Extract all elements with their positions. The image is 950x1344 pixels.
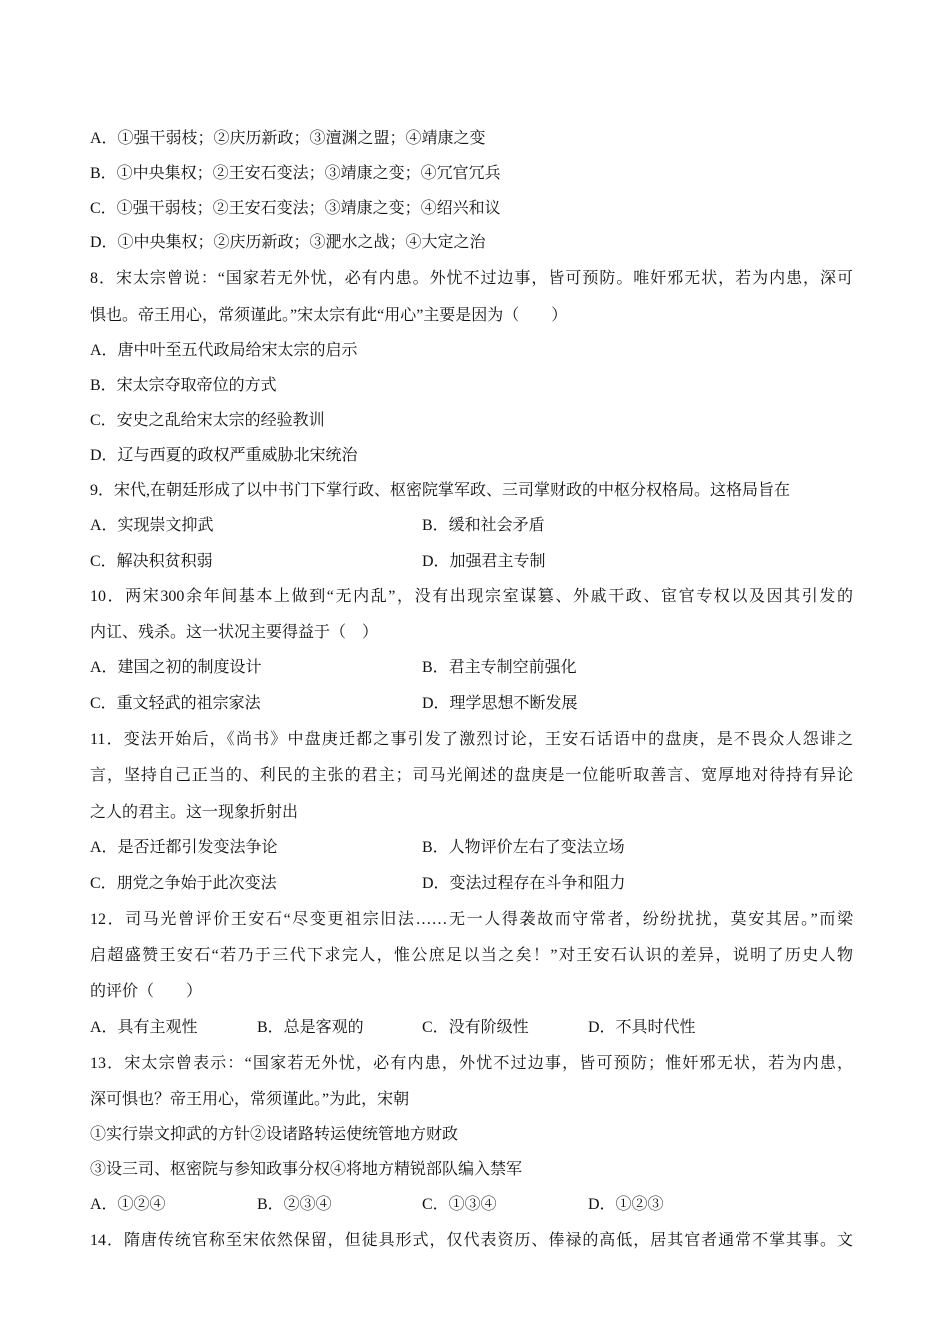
q12-stem-line: 启超盛赞王安石“若乃于三代下求完人，惟公庶足以当之矣！”对王安石认识的差异，说明了历史人物	[90, 947, 853, 964]
q10-option-a: A．建国之初的制度设计	[90, 659, 262, 676]
q13-option-d: D．①②③	[588, 1196, 664, 1213]
q11-option-a: A．是否迁都引发变法争论	[90, 839, 278, 856]
q13-option-a: A．①②④	[90, 1196, 166, 1213]
q10-option-c: C．重文轻武的祖宗家法	[90, 695, 261, 712]
q11-stem-line: 言，坚持自己正当的、利民的主张的君主；司马光阐述的盘庚是一位能听取善言、宽厚地对待持有异论	[90, 767, 853, 784]
q12-stem-line: 12．司马光曾评价王安石“尽变更祖宗旧法……无一人得袭故而守常者，纷纷扰扰，莫安其居。”而梁	[90, 911, 853, 928]
q8-option-c: C．安史之乱给宋太宗的经验教训	[90, 412, 325, 429]
q8-option-d: D．辽与西夏的政权严重威胁北宋统治	[90, 447, 358, 464]
q12-stem-line: 的评价（ ）	[90, 983, 203, 1000]
q11-option-d: D．变法过程存在斗争和阻力	[422, 875, 626, 892]
q10-option-d: D．理学思想不断发展	[422, 695, 578, 712]
q13-statement: ③设三司、枢密院与参知政事分权④将地方精锐部队编入禁军	[90, 1161, 523, 1178]
q13-option-b: B．②③④	[257, 1196, 332, 1213]
q8-option-b: B．宋太宗夺取帝位的方式	[90, 377, 277, 394]
q11-stem-line: 11．变法开始后，《尚书》中盘庚迁都之事引发了激烈讨论，王安石话语中的盘庚，是不畏众人怨诽之	[90, 731, 853, 748]
q9-option-a: A．实现崇文抑武	[90, 517, 214, 534]
q7-option-a: A．①强干弱枝；②庆历新政；③澶渊之盟；④靖康之变	[90, 130, 486, 147]
q13-option-c: C．①③④	[422, 1196, 497, 1213]
q12-option-b: B．总是客观的	[257, 1019, 364, 1036]
q12-option-a: A．具有主观性	[90, 1019, 198, 1036]
q11-stem-line: 之人的君主。这一现象折射出	[90, 804, 299, 821]
q12-option-d: D．不具时代性	[588, 1019, 696, 1036]
q13-stem-line: 深可惧也？帝王用心，常须谨此。”为此，宋朝	[90, 1091, 410, 1108]
q7-option-c: C．①强干弱枝；②王安石变法；③靖康之变；④绍兴和议	[90, 200, 501, 217]
q12-option-c: C．没有阶级性	[422, 1019, 529, 1036]
q11-option-b: B．人物评价左右了变法立场	[422, 839, 625, 856]
q10-option-b: B．君主专制空前强化	[422, 659, 577, 676]
q8-stem-line: 8．宋太宗曾说：“国家若无外忧，必有内患。外忧不过边事，皆可预防。唯奸邪无状，若为内患，深可	[90, 270, 853, 287]
q13-statement: ①实行崇文抑武的方针②设诸路转运使统管地方财政	[90, 1126, 459, 1143]
q14-stem-line: 14．隋唐传统官称至宋依然保留，但徒具形式，仅代表资历、俸禄的高低，居其官者通常不掌其事。文	[90, 1232, 853, 1249]
q9-option-c: C．解决积贫积弱	[90, 553, 213, 570]
q10-stem-line: 内讧、残杀。这一状况主要得益于（ ）	[90, 624, 379, 641]
q11-option-c: C．朋党之争始于此次变法	[90, 875, 277, 892]
q9-option-d: D．加强君主专制	[422, 553, 546, 570]
q8-stem-line: 惧也。帝王用心，常须谨此。”宋太宗有此“用心”主要是因为（ ）	[90, 307, 568, 324]
q9-stem-line: 9．宋代,在朝廷形成了以中书门下掌行政、枢密院掌军政、三司掌财政的中枢分权格局。这格局旨在	[90, 482, 791, 499]
q9-option-b: B．缓和社会矛盾	[422, 517, 545, 534]
q8-option-a: A．唐中叶至五代政局给宋太宗的启示	[90, 342, 358, 359]
q10-stem-line: 10．两宋300余年间基本上做到“无内乱”，没有出现宗室谋篡、外戚干政、宦官专权以及因其引发的	[90, 588, 853, 605]
q7-option-b: B．①中央集权；②王安石变法；③靖康之变；④冗官冗兵	[90, 165, 501, 182]
q13-stem-line: 13．宋太宗曾表示：“国家若无外忧，必有内患，外忧不过边事，皆可预防；惟奸邪无状，若为内患，	[90, 1055, 853, 1072]
q7-option-d: D．①中央集权；②庆历新政；③淝水之战；④大定之治	[90, 234, 486, 251]
